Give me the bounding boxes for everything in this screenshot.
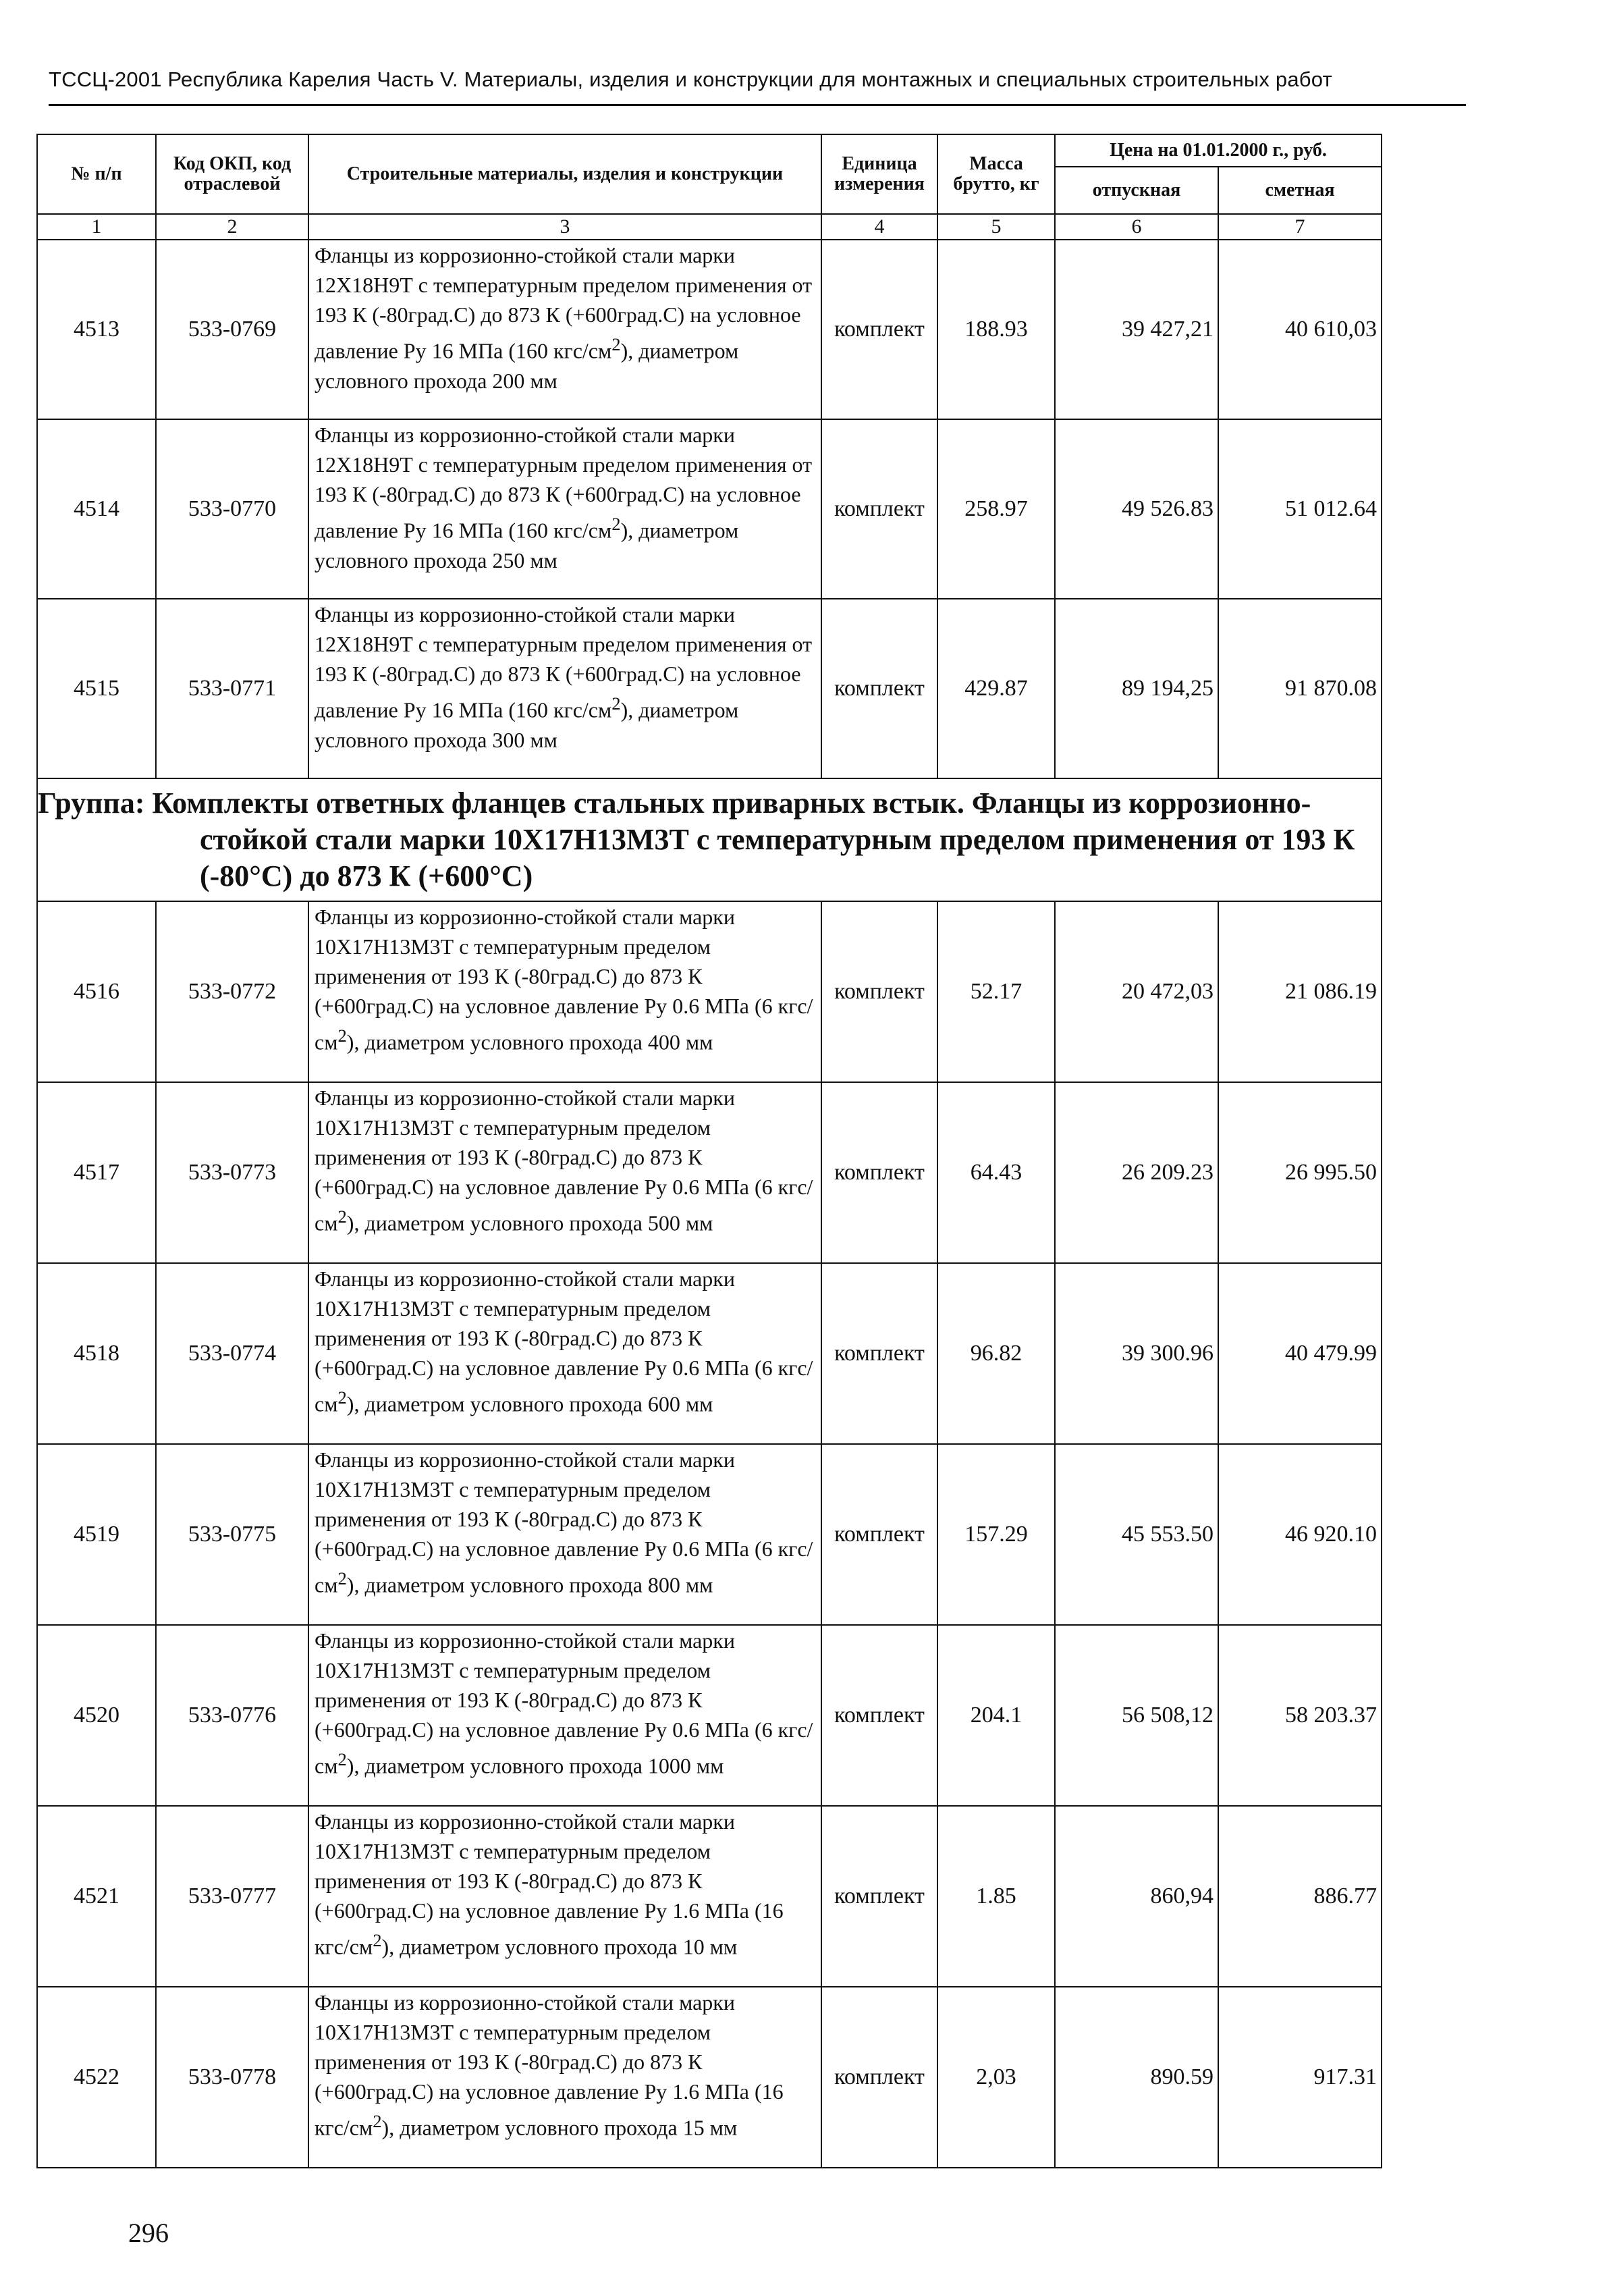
- row-number: 4514: [37, 419, 156, 599]
- table-row: [37, 1625, 1382, 1806]
- unit-superscript: 2: [337, 1568, 347, 1588]
- table-row: [37, 1263, 1382, 1444]
- description-text: Фланцы из коррозионно-стойкой стали марки 10Х17Н13М3Т с температурным пределом применения от 193 К (-80град.С) до 873 К (+600град.С) на условное давление Ру 0.6 МПа (6 кгс/см: [315, 1447, 813, 1597]
- item-description: [308, 1625, 821, 1806]
- column-number: 3: [308, 214, 821, 240]
- price-release: 890.59: [1055, 1987, 1218, 2168]
- okp-code: 533-0771: [156, 599, 308, 778]
- price-release: 56 508,12: [1055, 1625, 1218, 1806]
- item-description: [308, 901, 821, 1082]
- description-text: Фланцы из коррозионно-стойкой стали марки 12Х18Н9Т с температурным пределом применения от 193 К (-80град.С) до 873 К (+600град.С) на условное давление Ру 16 МПа (160 кгс/см: [315, 243, 813, 363]
- okp-code: 533-0775: [156, 1444, 308, 1625]
- okp-code: 533-0778: [156, 1987, 308, 2168]
- unit-superscript: 2: [611, 693, 621, 714]
- okp-code: 533-0777: [156, 1806, 308, 1987]
- unit-of-measure: комплект: [821, 1263, 937, 1444]
- column-number: 7: [1218, 214, 1382, 240]
- description-text-tail: ), диаметром условного прохода 1000 мм: [346, 1753, 724, 1778]
- unit-superscript: 2: [337, 1387, 347, 1408]
- group-title: Группа: Комплекты ответных фланцев стальных приварных встык. Фланцы из коррозионно-стойкой стали марки 10Х17Н13М3Т с температурным пределом применения от 193 К (-80°С) до 873 К (+600°С): [37, 778, 1382, 901]
- unit-of-measure: комплект: [821, 901, 937, 1082]
- gross-mass: 429.87: [937, 599, 1055, 778]
- description-text: Фланцы из коррозионно-стойкой стали марки 12Х18Н9Т с температурным пределом применения от 193 К (-80град.С) до 873 К (+600град.С) на условное давление Ру 16 МПа (160 кгс/см: [315, 602, 813, 722]
- price-estimate: 46 920.10: [1218, 1444, 1382, 1625]
- item-description: [308, 419, 821, 599]
- column-number: 5: [937, 214, 1055, 240]
- description-text-tail: ), диаметром условного прохода 200 мм: [315, 338, 739, 393]
- row-number: 4516: [37, 901, 156, 1082]
- rows-after-group: [37, 901, 1382, 2168]
- unit-of-measure: комплект: [821, 419, 937, 599]
- header-name: Строительные материалы, изделия и конструкции: [308, 134, 821, 214]
- item-description: [308, 1082, 821, 1263]
- item-description: [308, 1263, 821, 1444]
- description-text: Фланцы из коррозионно-стойкой стали марки 10Х17Н13М3Т с температурным пределом применения от 193 К (-80град.С) до 873 К (+600град.С) на условное давление Ру 1.6 МПа (16 кгс/см: [315, 1990, 784, 2140]
- price-estimate: 886.77: [1218, 1806, 1382, 1987]
- page-number: 296: [128, 2218, 169, 2248]
- price-estimate: 21 086.19: [1218, 901, 1382, 1082]
- unit-superscript: 2: [337, 1025, 347, 1046]
- unit-superscript: 2: [373, 2111, 382, 2131]
- price-release: 39 427,21: [1055, 240, 1218, 419]
- gross-mass: 157.29: [937, 1444, 1055, 1625]
- table-row: [37, 901, 1382, 1082]
- description-text-tail: ), диаметром условного прохода 600 мм: [346, 1391, 713, 1416]
- gross-mass: 52.17: [937, 901, 1055, 1082]
- price-estimate: 91 870.08: [1218, 599, 1382, 778]
- description-text-tail: ), диаметром условного прохода 15 мм: [381, 2115, 738, 2140]
- header-price-estimate: сметная: [1218, 167, 1382, 214]
- okp-code: 533-0772: [156, 901, 308, 1082]
- price-estimate: 917.31: [1218, 1987, 1382, 2168]
- unit-of-measure: комплект: [821, 1987, 937, 2168]
- column-number: 4: [821, 214, 937, 240]
- header-rule: [49, 104, 1466, 106]
- table-row: [37, 1806, 1382, 1987]
- unit-of-measure: комплект: [821, 599, 937, 778]
- description-text-tail: ), диаметром условного прохода 10 мм: [381, 1934, 738, 1959]
- unit-superscript: 2: [373, 1930, 382, 1950]
- unit-superscript: 2: [337, 1749, 347, 1769]
- column-number: 2: [156, 214, 308, 240]
- unit-of-measure: комплект: [821, 1082, 937, 1263]
- price-release: 89 194,25: [1055, 599, 1218, 778]
- description-text-tail: ), диаметром условного прохода 400 мм: [346, 1030, 713, 1054]
- item-description: [308, 240, 821, 419]
- okp-code: 533-0776: [156, 1625, 308, 1806]
- okp-code: 533-0773: [156, 1082, 308, 1263]
- price-release: 39 300.96: [1055, 1263, 1218, 1444]
- gross-mass: 258.97: [937, 419, 1055, 599]
- description-text: Фланцы из коррозионно-стойкой стали марки 10Х17Н13М3Т с температурным пределом применения от 193 К (-80град.С) до 873 К (+600град.С) на условное давление Ру 0.6 МПа (6 кгс/см: [315, 1086, 813, 1235]
- row-number: 4522: [37, 1987, 156, 2168]
- row-number: 4515: [37, 599, 156, 778]
- row-number: 4520: [37, 1625, 156, 1806]
- item-description: [308, 1987, 821, 2168]
- price-release: 860,94: [1055, 1806, 1218, 1987]
- price-release: 49 526.83: [1055, 419, 1218, 599]
- table-header: [37, 134, 1382, 240]
- unit-of-measure: комплект: [821, 240, 937, 419]
- unit-of-measure: комплект: [821, 1444, 937, 1625]
- gross-mass: 188.93: [937, 240, 1055, 419]
- unit-of-measure: комплект: [821, 1625, 937, 1806]
- unit-of-measure: комплект: [821, 1806, 937, 1987]
- description-text: Фланцы из коррозионно-стойкой стали марки 10Х17Н13М3Т с температурным пределом применения от 193 К (-80град.С) до 873 К (+600град.С) на условное давление Ру 0.6 МПа (6 кгс/см: [315, 1628, 813, 1778]
- price-estimate: 40 479.99: [1218, 1263, 1382, 1444]
- description-text-tail: ), диаметром условного прохода 300 мм: [315, 697, 739, 752]
- item-description: [308, 1806, 821, 1987]
- gross-mass: 64.43: [937, 1082, 1055, 1263]
- column-number: 1: [37, 214, 156, 240]
- gross-mass: 2,03: [937, 1987, 1055, 2168]
- rows-before-group: [37, 240, 1382, 778]
- header-mass: Масса брутто, кг: [937, 134, 1055, 214]
- price-release: 20 472,03: [1055, 901, 1218, 1082]
- gross-mass: 1.85: [937, 1806, 1055, 1987]
- column-number: 6: [1055, 214, 1218, 240]
- column-numbers-row: [37, 214, 1382, 240]
- price-estimate: 40 610,03: [1218, 240, 1382, 419]
- price-release: 45 553.50: [1055, 1444, 1218, 1625]
- description-text-tail: ), диаметром условного прохода 800 мм: [346, 1572, 713, 1597]
- table-row: [37, 419, 1382, 599]
- header-price-group: Цена на 01.01.2000 г., руб.: [1055, 134, 1382, 167]
- description-text: Фланцы из коррозионно-стойкой стали марки 10Х17Н13М3Т с температурным пределом применения от 193 К (-80град.С) до 873 К (+600град.С) на условное давление Ру 0.6 МПа (6 кгс/см: [315, 1266, 813, 1416]
- header-unit: Единица измерения: [821, 134, 937, 214]
- header-price-release: отпускная: [1055, 167, 1218, 214]
- price-estimate: 51 012.64: [1218, 419, 1382, 599]
- gross-mass: 96.82: [937, 1263, 1055, 1444]
- price-estimate: 26 995.50: [1218, 1082, 1382, 1263]
- row-number: 4517: [37, 1082, 156, 1263]
- running-header: ТССЦ-2001 Республика Карелия Часть V. Материалы, изделия и конструкции для монтажных и специальных строительных работ: [49, 68, 1332, 91]
- description-text: Фланцы из коррозионно-стойкой стали марки 10Х17Н13М3Т с температурным пределом применения от 193 К (-80град.С) до 873 К (+600град.С) на условное давление Ру 0.6 МПа (6 кгс/см: [315, 905, 813, 1054]
- unit-superscript: 2: [611, 514, 621, 534]
- gross-mass: 204.1: [937, 1625, 1055, 1806]
- price-estimate: 58 203.37: [1218, 1625, 1382, 1806]
- item-description: [308, 599, 821, 778]
- unit-superscript: 2: [611, 334, 621, 354]
- table-row: [37, 240, 1382, 419]
- price-release: 26 209.23: [1055, 1082, 1218, 1263]
- table-row: [37, 599, 1382, 778]
- description-text: Фланцы из коррозионно-стойкой стали марки 10Х17Н13М3Т с температурным пределом применения от 193 К (-80град.С) до 873 К (+600град.С) на условное давление Ру 1.6 МПа (16 кгс/см: [315, 1809, 784, 1959]
- unit-superscript: 2: [337, 1206, 347, 1227]
- description-text-tail: ), диаметром условного прохода 500 мм: [346, 1210, 713, 1235]
- item-description: [308, 1444, 821, 1625]
- okp-code: 533-0770: [156, 419, 308, 599]
- okp-code: 533-0774: [156, 1263, 308, 1444]
- group-section: [37, 778, 1382, 901]
- header-okp-code: Код ОКП, код отраслевой: [156, 134, 308, 214]
- header-num: № п/п: [37, 134, 156, 214]
- okp-code: 533-0769: [156, 240, 308, 419]
- table-row: [37, 1987, 1382, 2168]
- row-number: 4521: [37, 1806, 156, 1987]
- description-text: Фланцы из коррозионно-стойкой стали марки 12Х18Н9Т с температурным пределом применения от 193 К (-80град.С) до 873 К (+600град.С) на условное давление Ру 16 МПа (160 кгс/см: [315, 423, 813, 543]
- table-row: [37, 1082, 1382, 1263]
- row-number: 4513: [37, 240, 156, 419]
- description-text-tail: ), диаметром условного прохода 250 мм: [315, 518, 739, 572]
- row-number: 4519: [37, 1444, 156, 1625]
- row-number: 4518: [37, 1263, 156, 1444]
- price-table: [36, 134, 1382, 2168]
- table-row: [37, 1444, 1382, 1625]
